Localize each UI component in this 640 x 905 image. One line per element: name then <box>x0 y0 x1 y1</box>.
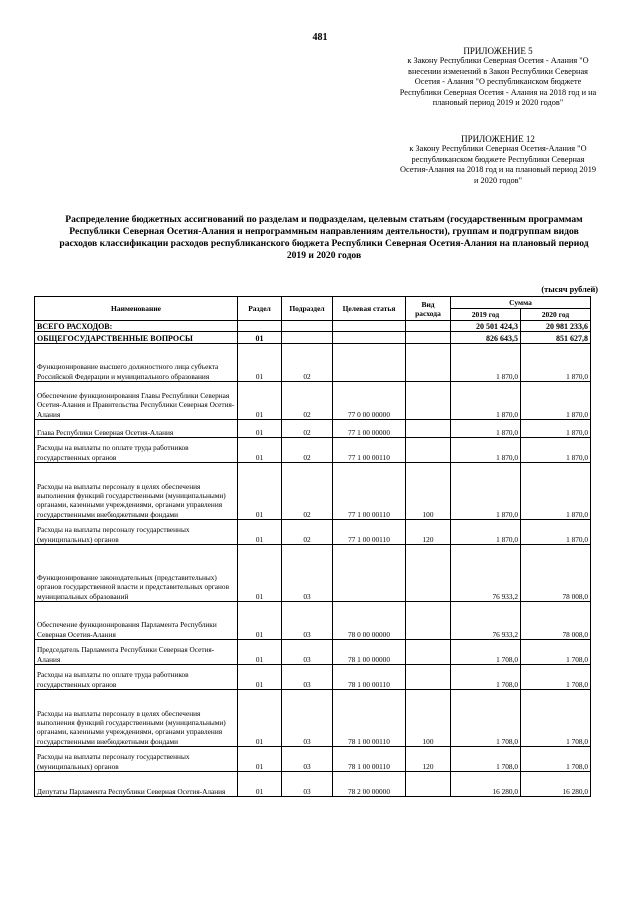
row-amount-2019: 1 708,0 <box>451 690 521 747</box>
total-row <box>35 321 591 332</box>
row-subsection: 02 <box>282 438 333 463</box>
row-target: 78 1 00 00110 <box>333 747 406 772</box>
row-target: 77 0 00 00000 <box>333 382 406 420</box>
row-subsection: 02 <box>282 520 333 545</box>
table-row <box>35 545 591 602</box>
row-target: 77 1 00 00110 <box>333 463 406 520</box>
row-amount-2019: 1 870,0 <box>451 420 521 438</box>
table-row <box>35 463 591 520</box>
row-target: 78 0 00 00000 <box>333 602 406 640</box>
row-name: Расходы на выплаты персоналу государственных (муниципальных) органов <box>35 747 238 772</box>
row-amount-2020: 1 870,0 <box>521 463 591 520</box>
row-target: 78 1 00 00110 <box>333 665 406 690</box>
row-section: 01 <box>238 438 282 463</box>
row-section: 01 <box>238 545 282 602</box>
row-name: Расходы на выплаты персоналу в целях обеспечения выполнения функций государственными (муниципальными) органами, казенными учреждениями, органами управления государственными внебюджетными фондами <box>35 690 238 747</box>
row-section: 01 <box>238 690 282 747</box>
row-amount-2020: 1 870,0 <box>521 438 591 463</box>
row-amount-2020: 78 008,0 <box>521 545 591 602</box>
document-title: Распределение бюджетных ассигнований по разделам и подразделам, целевым статьям (государственным программам Республики Северная Осетия-Алания и непрограммным направлениям деятельности), группам и подгруппам видов расходов классификации расходов республиканского бюджета Республики Северная Осетия-Алания на плановый период 2019 и 2020 годов <box>59 214 589 261</box>
row-subsection <box>282 332 333 344</box>
table-row <box>35 690 591 747</box>
table-row <box>35 382 591 420</box>
row-name: Председатель Парламента Республики Северная Осетия-Алания <box>35 640 238 665</box>
table-row <box>35 420 591 438</box>
row-section: 01 <box>238 420 282 438</box>
row-amount-2020: 1 870,0 <box>521 520 591 545</box>
row-target <box>333 545 406 602</box>
row-amount-2020: 16 280,0 <box>521 772 591 797</box>
row-amount-2019: 826 643,5 <box>451 332 521 344</box>
row-subsection: 02 <box>282 344 333 382</box>
row-name: Функционирование высшего должностного лица субъекта Российской Федерации и муниципального образования <box>35 344 238 382</box>
row-amount-2019: 1 870,0 <box>451 520 521 545</box>
row-target: 78 1 00 00000 <box>333 640 406 665</box>
row-subsection: 03 <box>282 772 333 797</box>
row-amount-2019: 1 708,0 <box>451 640 521 665</box>
row-type <box>406 665 451 690</box>
row-section: 01 <box>238 344 282 382</box>
header-type: Вид расхода <box>406 297 451 321</box>
row-target <box>333 321 406 332</box>
row-subsection: 03 <box>282 545 333 602</box>
page-number: 481 <box>312 32 328 43</box>
row-type: 120 <box>406 747 451 772</box>
row-amount-2020: 1 870,0 <box>521 344 591 382</box>
row-section: 01 <box>238 520 282 545</box>
row-type <box>406 321 451 332</box>
row-subsection: 03 <box>282 640 333 665</box>
header-section: Раздел <box>238 297 282 321</box>
table-row <box>35 438 591 463</box>
row-name: ВСЕГО РАСХОДОВ: <box>35 321 238 332</box>
row-type <box>406 332 451 344</box>
row-subsection: 03 <box>282 747 333 772</box>
row-target: 77 1 00 00110 <box>333 520 406 545</box>
row-amount-2019: 1 708,0 <box>451 665 521 690</box>
row-amount-2020: 1 708,0 <box>521 690 591 747</box>
row-name: ОБЩЕГОСУДАРСТВЕННЫЕ ВОПРОСЫ <box>35 332 238 344</box>
budget-table-body <box>35 321 591 797</box>
row-amount-2020: 1 708,0 <box>521 665 591 690</box>
row-amount-2019: 76 933,2 <box>451 545 521 602</box>
row-amount-2019: 1 870,0 <box>451 344 521 382</box>
row-amount-2019: 1 870,0 <box>451 463 521 520</box>
row-type <box>406 382 451 420</box>
row-subsection <box>282 321 333 332</box>
header-name: Наименование <box>35 297 238 321</box>
table-row <box>35 747 591 772</box>
row-subsection: 02 <box>282 382 333 420</box>
row-amount-2019: 1 708,0 <box>451 747 521 772</box>
table-row <box>35 520 591 545</box>
row-type: 100 <box>406 463 451 520</box>
row-name: Обеспечение функционирования Парламента Республики Северная Осетия-Алания <box>35 602 238 640</box>
table-row <box>35 344 591 382</box>
row-section: 01 <box>238 772 282 797</box>
row-subsection: 02 <box>282 463 333 520</box>
appendix-5-text: к Закону Республики Северная Осетия - Алания "О внесении изменений в Закон Республики Северная Осетия - Алания "О республиканском бюджете Республики Северная Осетия - Алания на 2018 год и на плановый период 2019 и 2020 годов" <box>399 56 597 108</box>
section-row <box>35 332 591 344</box>
row-type <box>406 772 451 797</box>
row-amount-2020: 1 870,0 <box>521 382 591 420</box>
row-target <box>333 332 406 344</box>
budget-table <box>34 296 591 797</box>
row-name: Глава Республики Северная Осетия-Алания <box>35 420 238 438</box>
row-target <box>333 344 406 382</box>
row-name: Расходы на выплаты персоналу в целях обеспечения выполнения функций государственными (муниципальными) органами, казенными учреждениями, органами управления государственными внебюджетными фондами <box>35 463 238 520</box>
appendix-12-text: к Закону Республики Северная Осетия-Алания "О республиканском бюджете Республики Северная Осетия-Алания на 2018 год и на плановый период 2019 и 2020 годов" <box>399 144 597 185</box>
row-section: 01 <box>238 747 282 772</box>
row-amount-2020: 20 981 233,6 <box>521 321 591 332</box>
row-amount-2019: 16 280,0 <box>451 772 521 797</box>
row-type: 100 <box>406 690 451 747</box>
row-target: 77 1 00 00110 <box>333 438 406 463</box>
table-row <box>35 640 591 665</box>
row-amount-2019: 20 501 424,3 <box>451 321 521 332</box>
row-type <box>406 545 451 602</box>
row-section: 01 <box>238 602 282 640</box>
row-amount-2020: 1 708,0 <box>521 640 591 665</box>
row-name: Обеспечение функционирования Главы Республики Северная Осетия-Алания и Правительства Республики Северная Осетия-Алания <box>35 382 238 420</box>
units-label: (тысяч рублей) <box>541 285 598 294</box>
appendix-12-title: ПРИЛОЖЕНИЕ 12 <box>461 134 535 144</box>
row-section: 01 <box>238 382 282 420</box>
row-type <box>406 602 451 640</box>
row-target: 78 1 00 00110 <box>333 690 406 747</box>
row-name: Расходы на выплаты по оплате труда работников государственных органов <box>35 438 238 463</box>
row-name: Расходы на выплаты по оплате труда работников государственных органов <box>35 665 238 690</box>
row-target: 78 2 00 00000 <box>333 772 406 797</box>
row-section: 01 <box>238 665 282 690</box>
row-type: 120 <box>406 520 451 545</box>
row-amount-2020: 851 627,8 <box>521 332 591 344</box>
header-year-2020: 2020 год <box>521 309 591 321</box>
row-amount-2020: 1 870,0 <box>521 420 591 438</box>
row-subsection: 03 <box>282 602 333 640</box>
row-amount-2019: 1 870,0 <box>451 438 521 463</box>
row-section: 01 <box>238 640 282 665</box>
appendix-5-title: ПРИЛОЖЕНИЕ 5 <box>463 46 533 56</box>
row-name: Функционирование законодательных (представительных) органов государственной власти и представительных органов муниципальных образований <box>35 545 238 602</box>
header-row-1 <box>35 297 591 309</box>
row-type <box>406 438 451 463</box>
row-name: Расходы на выплаты персоналу государственных (муниципальных) органов <box>35 520 238 545</box>
row-subsection: 03 <box>282 665 333 690</box>
row-amount-2020: 78 008,0 <box>521 602 591 640</box>
row-amount-2020: 1 708,0 <box>521 747 591 772</box>
row-name: Депутаты Парламента Республики Северная Осетия-Алания <box>35 772 238 797</box>
row-type <box>406 420 451 438</box>
row-section: 01 <box>238 463 282 520</box>
table-row <box>35 665 591 690</box>
row-type <box>406 640 451 665</box>
header-subsection: Подраздел <box>282 297 333 321</box>
row-subsection: 02 <box>282 420 333 438</box>
row-subsection: 03 <box>282 690 333 747</box>
row-type <box>406 344 451 382</box>
row-amount-2019: 76 933,2 <box>451 602 521 640</box>
header-target: Целевая статья <box>333 297 406 321</box>
header-sum: Сумма <box>451 297 591 309</box>
row-amount-2019: 1 870,0 <box>451 382 521 420</box>
row-target: 77 1 00 00000 <box>333 420 406 438</box>
appendix-12-header <box>398 134 598 186</box>
header-year-2019: 2019 год <box>451 309 521 321</box>
table-row <box>35 772 591 797</box>
table-row <box>35 602 591 640</box>
appendix-5-header <box>398 46 598 108</box>
row-section <box>238 321 282 332</box>
row-section: 01 <box>238 332 282 344</box>
